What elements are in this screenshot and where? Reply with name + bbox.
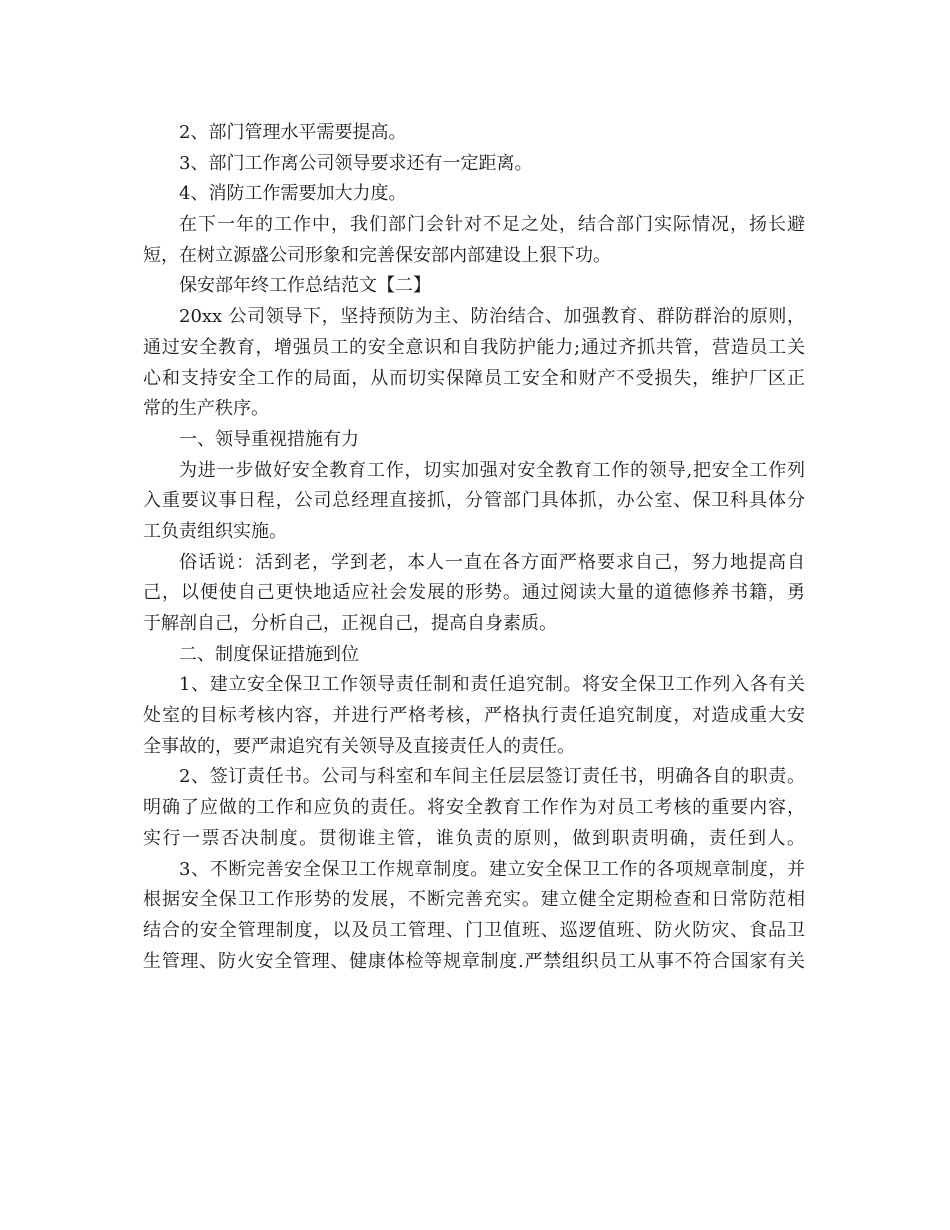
text-line: 保安部年终工作总结范文【二】	[179, 275, 431, 297]
text-line: 结合的安全管理制度，以及员工管理、门卫值班、巡逻值班、防火防灾、食品卫	[143, 919, 805, 941]
text-line: 根据安全保卫工作形势的发展，不断完善充实。建立健全定期检查和日常防范相	[143, 889, 805, 911]
text-line: 2、签订责任书。公司与科室和车间主任层层签订责任书，明确各自的职责。	[179, 766, 805, 788]
text-line: 4、消防工作需要加大力度。	[179, 183, 407, 205]
text-line: 入重要议事日程，公司总经理直接抓，分管部门具体抓，办公室、保卫科具体分	[143, 490, 805, 512]
text-line: 全事故的，要严肃追究有关领导及直接责任人的责任。	[143, 735, 575, 757]
text-line: 二、制度保证措施到位	[179, 643, 359, 665]
text-line: 俗话说：活到老，学到老，本人一直在各方面严格要求自己，努力地提高自	[179, 551, 805, 573]
text-line: 短，在树立源盛公司形象和完善保安部内部建设上狠下功。	[143, 244, 611, 266]
text-line: 生管理、防火安全管理、健康体检等规章制度.严禁组织员工从事不符合国家有关	[143, 950, 805, 972]
text-line: 在下一年的工作中，我们部门会针对不足之处，结合部门实际情况，扬长避	[179, 214, 805, 236]
text-line: 于解剖自己，分析自己，正视自己，提高自身素质。	[143, 613, 557, 634]
text-line: 己，以便使自己更快地适应社会发展的形势。通过阅读大量的道德修养书籍，勇	[143, 582, 805, 604]
text-line: 3、不断完善安全保卫工作规章制度。建立安全保卫工作的各项规章制度，并	[179, 858, 805, 880]
text-line: 常的生产秩序。	[143, 398, 269, 420]
text-line: 2、部门管理水平需要提高。	[179, 122, 407, 143]
text-line: 3、部门工作离公司领导要求还有一定距离。	[179, 152, 533, 174]
document-body	[143, 118, 805, 977]
text-line: 20xx 公司领导下，坚持预防为主、防治结合、加强教育、群防群治的原则，	[179, 306, 805, 328]
text-line: 实行一票否决制度。贯彻谁主管，谁负责的原则，做到职责明确，责任到人。	[143, 827, 805, 849]
text-line: 心和支持安全工作的局面，从而切实保障员工安全和财产不受损失，维护厂区正	[143, 367, 805, 389]
text-line: 工负责组织实施。	[143, 520, 287, 542]
text-line: 一、领导重视措施有力	[179, 428, 359, 450]
text-line: 为进一步做好安全教育工作，切实加强对安全教育工作的领导,把安全工作列	[179, 459, 805, 481]
text-line: 通过安全教育，增强员工的安全意识和自我防护能力;通过齐抓共管，营造员工关	[143, 336, 805, 358]
text-line: 1、建立安全保卫工作领导责任制和责任追究制。将安全保卫工作列入各有关	[179, 674, 805, 696]
text-line: 明确了应做的工作和应负的责任。将安全教育工作作为对员工考核的重要内容，	[143, 797, 805, 819]
text-line: 处室的目标考核内容，并进行严格考核，严格执行责任追究制度，对造成重大安	[143, 705, 805, 727]
